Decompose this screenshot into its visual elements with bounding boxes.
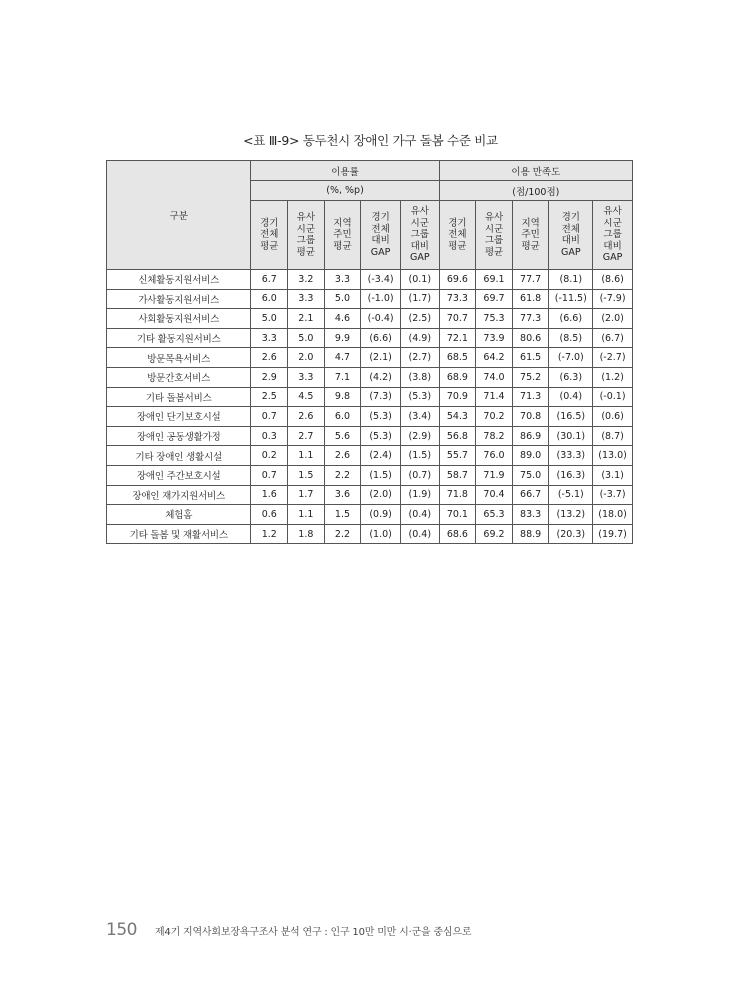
table-cell: (0.1) (400, 270, 439, 290)
subheader-cell: 지역 주민 평균 (512, 201, 549, 270)
row-label: 신체활동지원서비스 (107, 270, 251, 290)
table-cell: (6.6) (361, 328, 401, 348)
table-cell: 2.6 (324, 446, 361, 466)
table-cell: 70.9 (439, 387, 476, 407)
table-cell: (-3.4) (361, 270, 401, 290)
table-cell: (2.0) (593, 309, 633, 329)
table-cell: (3.8) (400, 367, 439, 387)
table-cell: (-11.5) (549, 289, 593, 309)
table-cell: 5.0 (251, 309, 288, 329)
table-cell: 68.9 (439, 367, 476, 387)
subheader-cell: 경기 전체 대비 GAP (549, 201, 593, 270)
table-cell: (-1.0) (361, 289, 401, 309)
table-cell: (19.7) (593, 524, 633, 544)
table-cell: 71.9 (476, 465, 513, 485)
header-satisfaction-unit: (점/100점) (439, 181, 632, 201)
table-cell: (16.3) (549, 465, 593, 485)
table-cell: 9.9 (324, 328, 361, 348)
table-cell: 5.0 (324, 289, 361, 309)
table-cell: (1.7) (400, 289, 439, 309)
table-cell: (0.4) (400, 524, 439, 544)
table-cell: 1.1 (288, 505, 325, 525)
table-cell: (0.6) (593, 407, 633, 427)
table-row (107, 348, 633, 368)
page-number: 150 (106, 920, 137, 940)
table-cell: (1.0) (361, 524, 401, 544)
table-cell: 4.5 (288, 387, 325, 407)
table-cell: 2.2 (324, 465, 361, 485)
row-label: 기타 돌봄 및 재활서비스 (107, 524, 251, 544)
table-cell: 0.6 (251, 505, 288, 525)
table-cell: 2.2 (324, 524, 361, 544)
table-cell: (5.3) (400, 387, 439, 407)
header-category: 구분 (107, 161, 251, 270)
row-label: 사회활동지원서비스 (107, 309, 251, 329)
table-cell: 5.0 (288, 328, 325, 348)
table-cell: (2.1) (361, 348, 401, 368)
table-cell: (-5.1) (549, 485, 593, 505)
table-cell: 77.3 (512, 309, 549, 329)
subheader-cell: 지역 주민 평균 (324, 201, 361, 270)
table-cell: 7.1 (324, 367, 361, 387)
table-cell: (0.4) (549, 387, 593, 407)
table-cell: 70.2 (476, 407, 513, 427)
table-cell: 2.6 (288, 407, 325, 427)
subheader-cell: 경기 전체 평균 (439, 201, 476, 270)
table-cell: 68.6 (439, 524, 476, 544)
row-label: 장애인 재가지원서비스 (107, 485, 251, 505)
subheader-cell: 유사 시군 그룹 대비 GAP (400, 201, 439, 270)
table-cell: 2.5 (251, 387, 288, 407)
table-cell: 2.9 (251, 367, 288, 387)
table-cell: (0.7) (400, 465, 439, 485)
table-cell: 69.2 (476, 524, 513, 544)
table-row (107, 289, 633, 309)
table-cell: (2.9) (400, 426, 439, 446)
table-cell: 74.0 (476, 367, 513, 387)
table-cell: (20.3) (549, 524, 593, 544)
table-cell: (1.5) (400, 446, 439, 466)
table-cell: 1.7 (288, 485, 325, 505)
table-cell: 2.1 (288, 309, 325, 329)
table-cell: (16.5) (549, 407, 593, 427)
table-cell: (33.3) (549, 446, 593, 466)
page-footer (106, 920, 471, 940)
table-cell: (-0.4) (361, 309, 401, 329)
care-comparison-table (106, 160, 633, 544)
row-label: 기타 활동지원서비스 (107, 328, 251, 348)
table-cell: (2.5) (400, 309, 439, 329)
row-label: 장애인 단기보호시설 (107, 407, 251, 427)
table-cell: (-0.1) (593, 387, 633, 407)
table-cell: (6.7) (593, 328, 633, 348)
row-label: 장애인 공동생활가정 (107, 426, 251, 446)
table-cell: (8.6) (593, 270, 633, 290)
table-cell: (-3.7) (593, 485, 633, 505)
table-cell: (1.9) (400, 485, 439, 505)
table-cell: 78.2 (476, 426, 513, 446)
table-cell: 3.3 (288, 367, 325, 387)
table-cell: 68.5 (439, 348, 476, 368)
table-cell: (-7.9) (593, 289, 633, 309)
table-cell: 2.7 (288, 426, 325, 446)
table-row (107, 367, 633, 387)
row-label: 가사활동지원서비스 (107, 289, 251, 309)
table-cell: 56.8 (439, 426, 476, 446)
table-cell: 75.0 (512, 465, 549, 485)
table-cell: 58.7 (439, 465, 476, 485)
table-cell: 86.9 (512, 426, 549, 446)
table-cell: (8.1) (549, 270, 593, 290)
table-cell: 0.3 (251, 426, 288, 446)
subheader-cell: 유사 시군 그룹 대비 GAP (593, 201, 633, 270)
table-cell: 66.7 (512, 485, 549, 505)
table-cell: (-2.7) (593, 348, 633, 368)
table-cell: 3.3 (288, 289, 325, 309)
header-usage-rate: 이용률 (251, 161, 439, 181)
table-cell: 2.0 (288, 348, 325, 368)
table-cell: (6.6) (549, 309, 593, 329)
table-cell: 5.6 (324, 426, 361, 446)
table-cell: (7.3) (361, 387, 401, 407)
subheader-cell: 유사 시군 그룹 평균 (476, 201, 513, 270)
table-cell: (6.3) (549, 367, 593, 387)
table-cell: 3.3 (324, 270, 361, 290)
row-label: 체험홈 (107, 505, 251, 525)
table-row (107, 426, 633, 446)
table-cell: 75.3 (476, 309, 513, 329)
table-cell: (8.5) (549, 328, 593, 348)
table-cell: 1.1 (288, 446, 325, 466)
table-cell: 89.0 (512, 446, 549, 466)
table-cell: 72.1 (439, 328, 476, 348)
table-cell: 64.2 (476, 348, 513, 368)
table-cell: 61.8 (512, 289, 549, 309)
running-title: 제4기 지역사회보장욕구조사 분석 연구 : 인구 10만 미만 시·군을 중심으로 (154, 927, 472, 938)
table-cell: 77.7 (512, 270, 549, 290)
table-cell: 61.5 (512, 348, 549, 368)
table-cell: 73.3 (439, 289, 476, 309)
table-cell: 6.7 (251, 270, 288, 290)
header-usage-unit: (%, %p) (251, 181, 439, 201)
table-cell: 9.8 (324, 387, 361, 407)
table-cell: 55.7 (439, 446, 476, 466)
row-label: 방문목욕서비스 (107, 348, 251, 368)
table-cell: 1.5 (288, 465, 325, 485)
table-cell: (3.4) (400, 407, 439, 427)
table-cell: 70.8 (512, 407, 549, 427)
table-cell: 76.0 (476, 446, 513, 466)
table-cell: 1.8 (288, 524, 325, 544)
table-cell: 88.9 (512, 524, 549, 544)
table-cell: (13.2) (549, 505, 593, 525)
header-satisfaction: 이용 만족도 (439, 161, 632, 181)
table-cell: 80.6 (512, 328, 549, 348)
table-cell: 71.4 (476, 387, 513, 407)
table-row (107, 524, 633, 544)
table-cell: 69.6 (439, 270, 476, 290)
table-row (107, 485, 633, 505)
table-cell: 69.1 (476, 270, 513, 290)
subheader-cell: 유사 시군 그룹 평균 (288, 201, 325, 270)
table-cell: 71.3 (512, 387, 549, 407)
table-cell: (-7.0) (549, 348, 593, 368)
table-cell: (2.0) (361, 485, 401, 505)
table-row (107, 407, 633, 427)
table-cell: 3.6 (324, 485, 361, 505)
table-cell: 83.3 (512, 505, 549, 525)
table-body (107, 270, 633, 544)
table-caption: <표 Ⅲ-9> 동두천시 장애인 가구 돌봄 수준 비교 (243, 133, 498, 148)
table-cell: (0.4) (400, 505, 439, 525)
table-cell: 6.0 (251, 289, 288, 309)
table-cell: 1.2 (251, 524, 288, 544)
table-cell: 1.6 (251, 485, 288, 505)
table-cell: 0.7 (251, 407, 288, 427)
table-cell: 65.3 (476, 505, 513, 525)
table-row (107, 465, 633, 485)
table-cell: 75.2 (512, 367, 549, 387)
table-cell: 70.4 (476, 485, 513, 505)
table-cell: 70.1 (439, 505, 476, 525)
table-cell: 3.2 (288, 270, 325, 290)
table-cell: (30.1) (549, 426, 593, 446)
table-cell: (1.2) (593, 367, 633, 387)
table-cell: (5.3) (361, 407, 401, 427)
table-cell: (8.7) (593, 426, 633, 446)
table-cell: (1.5) (361, 465, 401, 485)
table-cell: (3.1) (593, 465, 633, 485)
table-row (107, 309, 633, 329)
table-cell: 4.6 (324, 309, 361, 329)
table-cell: (4.2) (361, 367, 401, 387)
subheader-cell: 경기 전체 대비 GAP (361, 201, 401, 270)
table-cell: 69.7 (476, 289, 513, 309)
row-label: 기타 돌봄서비스 (107, 387, 251, 407)
table-cell: 6.0 (324, 407, 361, 427)
row-label: 방문간호서비스 (107, 367, 251, 387)
table-cell: 1.5 (324, 505, 361, 525)
table-cell: 70.7 (439, 309, 476, 329)
table-cell: (4.9) (400, 328, 439, 348)
table-cell: 4.7 (324, 348, 361, 368)
table-row (107, 270, 633, 290)
table-cell: 54.3 (439, 407, 476, 427)
table-cell: (2.7) (400, 348, 439, 368)
row-label: 기타 장애인 생활시설 (107, 446, 251, 466)
table-cell: (2.4) (361, 446, 401, 466)
table-row (107, 328, 633, 348)
table-row (107, 446, 633, 466)
table-cell: 3.3 (251, 328, 288, 348)
table-cell: (13.0) (593, 446, 633, 466)
table-row (107, 387, 633, 407)
row-label: 장애인 주간보호시설 (107, 465, 251, 485)
table-cell: (5.3) (361, 426, 401, 446)
table-cell: 0.7 (251, 465, 288, 485)
table-cell: (18.0) (593, 505, 633, 525)
table-row (107, 505, 633, 525)
table-cell: (0.9) (361, 505, 401, 525)
table-cell: 0.2 (251, 446, 288, 466)
table-cell: 71.8 (439, 485, 476, 505)
table-cell: 73.9 (476, 328, 513, 348)
subheader-cell: 경기 전체 평균 (251, 201, 288, 270)
table-cell: 2.6 (251, 348, 288, 368)
